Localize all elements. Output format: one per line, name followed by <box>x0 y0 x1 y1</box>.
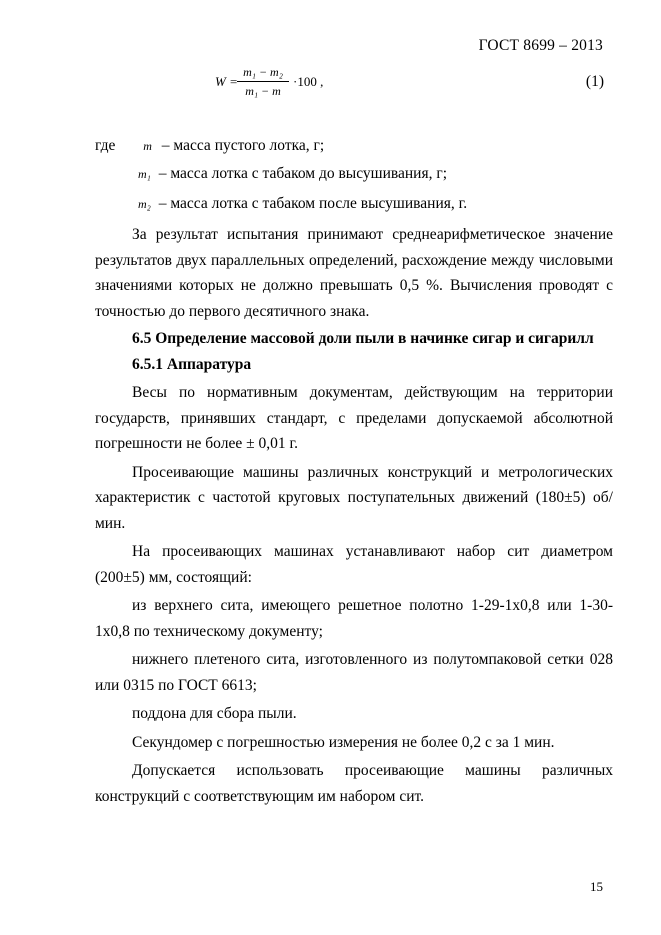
paragraph-stopwatch: Секундомер с погрешностью измерения не более 0,2 с за 1 мин. <box>132 733 555 751</box>
definition-symbol: m₁ <box>138 167 151 181</box>
paragraph-result: За результат испытания принимают среднеарифметическое значение результатов двух параллельных определений, расхождение между числовыми значениями которых не должно превышать 0,5 %. Вычисления проводят с точностью до первого десятичного знака. <box>95 226 613 320</box>
definition-symbol: m <box>143 139 152 153</box>
paragraph-sieve-set: На просеивающих машинах устанавливают набор сит диаметром (200±5) мм, состоящий: <box>95 543 613 586</box>
body-text <box>95 222 613 809</box>
definition-text: – масса лотка с табаком до высушивания, г; <box>158 165 448 182</box>
definition-text: – масса лотка с табаком после высушивания, г. <box>158 195 468 212</box>
paragraph-scales: Весы по нормативным документам, действующим на территории государств, принявших стандарт, с пределами допускаемой абсолютной погрешности не более ± 0,01 г. <box>95 384 613 452</box>
definition-text: – масса пустого лотка, г; <box>161 137 325 154</box>
section-heading: 6.5 Определение массовой доли пыли в начинке сигар и сигарилл <box>132 330 594 347</box>
formula-fraction <box>237 65 289 99</box>
formula-lhs: W = <box>215 74 238 89</box>
equation-number: (1) <box>585 73 604 90</box>
fraction-bar <box>237 81 289 82</box>
definition-row <box>138 165 447 183</box>
formula-numerator: m₁ − m₂ <box>243 65 283 79</box>
definition-symbol: m₂ <box>138 197 151 211</box>
paragraph-sieving-machines: Просеивающие машины различных конструкций и метрологических характеристик с частотой круговых поступательных движений (180±5) об/мин. <box>95 463 613 532</box>
definition-row <box>95 137 324 155</box>
paragraph-allowed: Допускается использовать просеивающие машины различных конструкций с соответствующим им набором сит. <box>95 762 613 805</box>
paragraph-lower-sieve: нижнего плетеного сита, изготовленного из полутомпаковой сетки 028 или 0315 по ГОСТ 6613; <box>95 651 613 694</box>
paragraph-upper-sieve: из верхнего сита, имеющего решетное полотно 1-29-1х0,8 или 1-30-1х0,8 по техническому документу; <box>95 597 613 640</box>
formula-denominator: m₁ − m <box>245 84 281 98</box>
moisture-formula <box>215 63 365 107</box>
page-number: 15 <box>590 879 603 894</box>
definition-row <box>138 195 467 213</box>
formula-rhs: ·100 , <box>293 74 324 89</box>
where-label: где <box>95 137 116 154</box>
subsection-heading: 6.5.1 Аппаратура <box>132 355 252 373</box>
document-code-header: ГОСТ 8699 – 2013 <box>478 37 603 54</box>
paragraph-tray: поддона для сбора пыли. <box>132 705 297 722</box>
